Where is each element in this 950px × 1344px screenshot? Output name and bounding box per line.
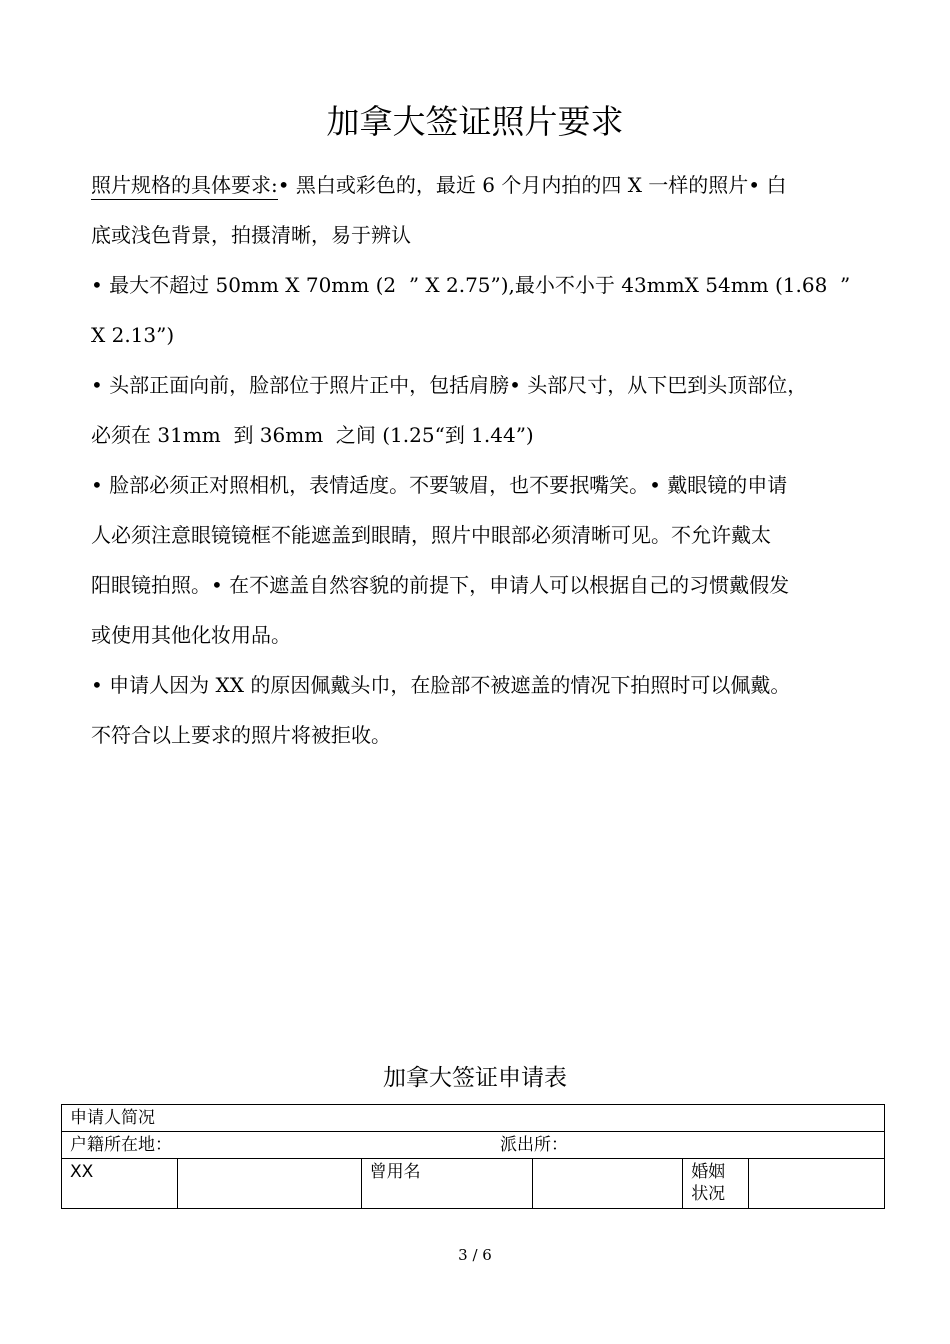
text-line: 不符合以上要求的照片将被拒收。 <box>91 723 391 747</box>
table-row <box>62 1132 885 1159</box>
text-line: 必须在 31mm 到 36mm 之间 (1.25“到 1.44”) <box>91 423 534 447</box>
police-station-label: 派出所： <box>500 1135 568 1155</box>
text-line: 阳眼镜拍照。• 在不遮盖自然容貌的前提下，申请人可以根据自己的习惯戴假发 <box>91 573 790 597</box>
household-label: 户籍所在地： <box>70 1135 172 1155</box>
text-line: • 脸部必须正对照相机，表情适度。不要皱眉，也不要抿嘴笑。• 戴眼镜的申请 <box>91 473 788 497</box>
text-line: X 2.13”) <box>91 323 175 347</box>
text-line: • 头部正面向前，脸部位于照片正中，包括肩膀• 头部尺寸，从下巴到头顶部位， <box>91 373 808 397</box>
form-title: 加拿大签证申请表 <box>383 1065 567 1091</box>
page-title: 加拿大签证照片要求 <box>326 102 624 141</box>
text-line: 或使用其他化妆用品。 <box>91 623 291 647</box>
section-header-cell: 申请人简况 <box>62 1105 885 1132</box>
page-number: 3 / 6 <box>458 1246 492 1264</box>
text-line: 照片规格的具体要求:• 黑白或彩色的，最近 6 个月内拍的四 X 一样的照片• 白 <box>91 160 863 210</box>
marital-status-label-cell: 婚姻 状况 <box>683 1159 749 1209</box>
text-line: • 申请人因为 XX 的原因佩戴头巾，在脸部不被遮盖的情况下拍照时可以佩戴。 <box>91 673 791 697</box>
marital-status-value-cell[interactable] <box>749 1159 885 1209</box>
text-line: • 最大不超过 50mm X 70mm (2 ” X 2.75”),最小不小于 43mmX 54mm (1.68 ” <box>91 273 851 297</box>
household-cell[interactable] <box>62 1132 885 1159</box>
application-form-table <box>61 1104 885 1209</box>
table-row <box>62 1105 885 1132</box>
name-label-cell: XX <box>62 1159 178 1209</box>
text-line: 人必须注意眼镜镜框不能遮盖到眼睛，照片中眼部必须清晰可见。不允许戴太 <box>91 523 771 547</box>
table-row <box>62 1159 885 1209</box>
former-name-label-cell: 曾用名 <box>361 1159 533 1209</box>
requirements-heading: 照片规格的具体要求: <box>91 173 278 200</box>
former-name-value-cell[interactable] <box>533 1159 683 1209</box>
requirements-text <box>91 160 863 760</box>
name-value-cell[interactable] <box>177 1159 361 1209</box>
text-line: 底或浅色背景，拍摄清晰，易于辨认 <box>91 223 411 247</box>
